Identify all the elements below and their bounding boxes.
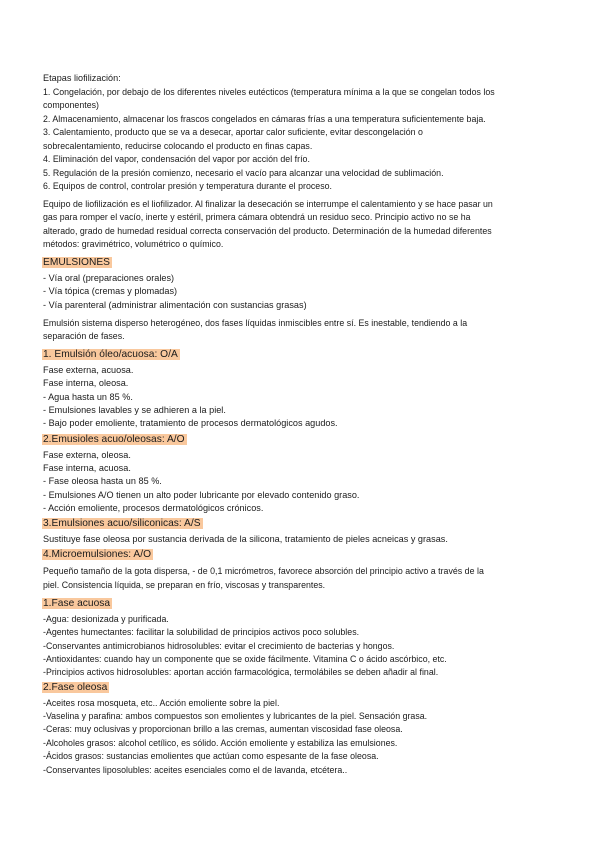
- definition-line: Emulsión sistema disperso heterogéneo, dos fases líquidas inmiscibles entre sí. Es inestable, tendiendo a la: [43, 318, 468, 328]
- route-item: - Vía parenteral (administrar alimentación con sustancias grasas): [43, 300, 307, 310]
- lyo-paragraph-line: métodos: gravimétrico, volumétrico o químico.: [43, 239, 224, 249]
- oily-line: -Vaselina y parafina: ambos compuestos son emolientes y lubricantes de la piel. Sensación grasa.: [43, 711, 428, 721]
- aqueous-line: -Antioxidantes: cuando hay un componente que se oxide fácilmente. Vitamina C o ácido ascórbico, etc.: [43, 654, 447, 664]
- lyo-step: 3. Calentamiento, producto que se va a desecar, aportar calor suficiente, evitar descongelación o: [43, 127, 423, 137]
- oa-line: Fase interna, oleosa.: [43, 378, 129, 388]
- lyo-step: 5. Regulación de la presión comienzo, necesario el vacío para alcanzar una velocidad de sublimación.: [43, 168, 444, 178]
- oily-line: -Ácidos grasos: sustancias emolientes que actúan como espesante de la fase oleosa.: [43, 751, 379, 761]
- section-heading-as: 3.Emulsiones acuo/siliconicas: A/S: [43, 518, 201, 529]
- oily-line: -Alcoholes grasos: alcohol cetílico, es sólido. Acción emoliente y estabiliza las emulsiones.: [43, 738, 398, 748]
- lyo-step: 2. Almacenamiento, almacenar los frascos congelados en cámaras frías a una temperatura suficientemente baja.: [43, 114, 486, 124]
- lyo-title: Etapas liofilización:: [43, 73, 121, 83]
- lyo-step: sobrecalentamiento, reducirse colocando el producto en finas capas.: [43, 141, 313, 151]
- lyo-step: 6. Equipos de control, controlar presión y temperatura durante el proceso.: [43, 181, 333, 191]
- definition-line: separación de fases.: [43, 331, 125, 341]
- route-item: - Vía tópica (cremas y plomadas): [43, 286, 178, 296]
- ao-line: Fase interna, acuosa.: [43, 463, 131, 473]
- ao-line: Fase externa, oleosa.: [43, 450, 131, 460]
- oily-line: -Conservantes liposolubles: aceites esenciales como el de lavanda, etcétera..: [43, 765, 348, 775]
- lyo-step: componentes): [43, 100, 99, 110]
- section-heading-emulsiones: EMULSIONES: [43, 257, 111, 268]
- route-item: - Vía oral (preparaciones orales): [43, 273, 175, 283]
- section-heading-oa: 1. Emulsión óleo/acuosa: O/A: [43, 349, 178, 360]
- oa-line: - Bajo poder emoliente, tratamiento de procesos dermatológicos agudos.: [43, 418, 338, 428]
- section-heading-ao: 2.Emusioles acuo/oleosas: A/O: [43, 434, 185, 445]
- ao-line: - Emulsiones A/O tienen un alto poder lubricante por elevado contenido graso.: [43, 490, 360, 500]
- aqueous-line: -Conservantes antimicrobianos hidrosolubles: evitar el crecimiento de bacterias y hongos.: [43, 641, 395, 651]
- lyo-paragraph-line: alterado, grado de humedad residual correcta conservación del producto. Determinación de la humedad diferentes: [43, 226, 492, 236]
- lyo-paragraph-line: Equipo de liofilización es el liofilizador. Al finalizar la desecación se interrumpe el calentamiento y se hace pasar un: [43, 199, 493, 209]
- oa-line: Fase externa, acuosa.: [43, 365, 134, 375]
- oily-line: -Ceras: muy oclusivas y proporcionan brillo a las cremas, aumentan viscosidad fase oleosa.: [43, 724, 403, 734]
- section-heading-fase-acuosa: 1.Fase acuosa: [43, 598, 111, 609]
- section-heading-fase-oleosa: 2.Fase oleosa: [43, 682, 108, 693]
- ao-line: - Acción emoliente, procesos dermatológicos crónicos.: [43, 503, 264, 513]
- lyo-step: 1. Congelación, por debajo de los diferentes niveles eutécticos (temperatura mínima a la que se congelan todos los: [43, 87, 495, 97]
- oily-line: -Aceites rosa mosqueta, etc.. Acción emoliente sobre la piel.: [43, 698, 280, 708]
- aqueous-line: -Agua: desionizada y purificada.: [43, 614, 169, 624]
- aqueous-line: -Principios activos hidrosolubles: aportan acción farmacológica, termolábiles se deben añadir al final.: [43, 667, 439, 677]
- lyo-paragraph-line: gas para romper el vacío, inerte y estéril, primera cámara obtendrá un residuo seco. Principio activo no se ha: [43, 212, 471, 222]
- ao-line: - Fase oleosa hasta un 85 %.: [43, 476, 162, 486]
- oa-line: - Emulsiones lavables y se adhieren a la piel.: [43, 405, 226, 415]
- micro-line: piel. Consistencia líquida, se preparan en frío, viscosas y transparentes.: [43, 580, 326, 590]
- micro-line: Pequeño tamaño de la gota dispersa, - de 0,1 micrómetros, favorece absorción del principio activo a través de la: [43, 566, 484, 576]
- as-line: Sustituye fase oleosa por sustancia derivada de la silicona, tratamiento de pieles acneicas y grasas.: [43, 534, 448, 544]
- aqueous-line: -Agentes humectantes: facilitar la solubilidad de principios activos poco solubles.: [43, 627, 360, 637]
- lyo-step: 4. Eliminación del vapor, condensación del vapor por acción del frío.: [43, 154, 310, 164]
- section-heading-micro: 4.Microemulsiones: A/O: [43, 549, 152, 560]
- oa-line: - Agua hasta un 85 %.: [43, 392, 133, 402]
